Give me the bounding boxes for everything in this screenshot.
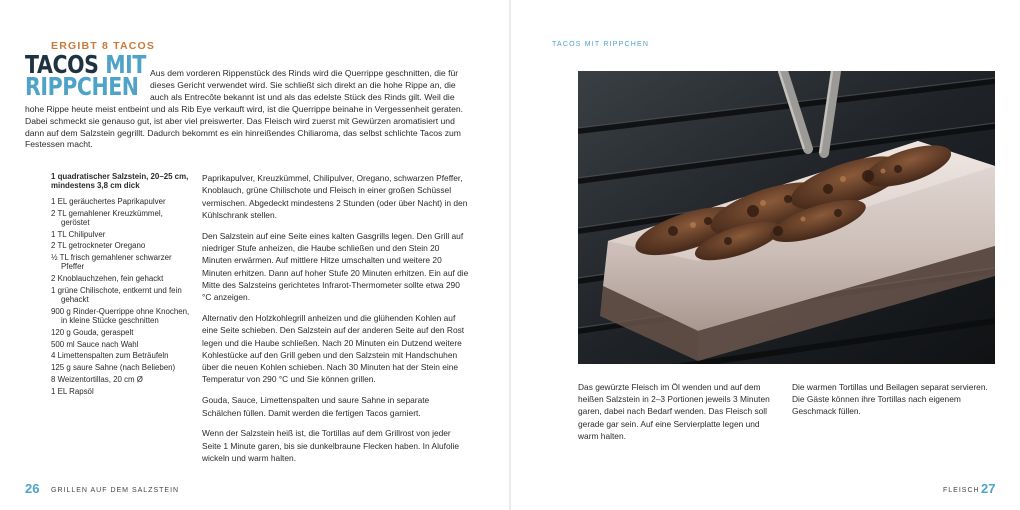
- running-foot-right: FLEISCH: [943, 487, 980, 494]
- ingredient-item: 4 Limettenspalten zum Beträufeln: [51, 351, 169, 361]
- ingredient-item: 900 g Rinder-Querrippe ohne Knochen, in kleine Stücke geschnitten: [51, 306, 190, 326]
- ingredient-item: 8 Weizentortillas, 20 cm Ø: [51, 374, 143, 384]
- method-step: Alternativ den Holzkohlegrill anheizen und die glühenden Kohlen auf eine Seite schieben. Den Salzstein auf der anderen Seite auf den Rost legen und die Haube schließen. Nach 20 Minuten ein Dutzend weitere Kohlestücke auf den Grill geben und den Salzstein mit Handschuhen über die neuen Kohlen schieben. Nach 30 Minuten hat der Stein eine Temperatur von 290 °C und Sie können grillen.: [202, 312, 465, 385]
- salt-block-photo: [578, 71, 995, 364]
- intro-text: Aus dem vorderen Rippenstück des Rinds wird die Querrippe geschnitten, die für dieses Gericht verwendet wird. Sie schließt sich direkt an die hohe Rippe an, die auch als Entrecôte bekannt ist und als das edelste Stück des Rinds gilt. Weil die hohe Rippe heute meist entbeint und als Rib Eye verkauft wird, ist die Querrippe beinahe in Vergessenheit geraten. Dabei schmeckt sie genauso gut, ist aber viel preiswerter. Das Fleisch wird zuerst mit Gewürzen aromatisiert und dann auf dem Salzstein gegrillt. Dadurch bekommt es ein hinreißendes Chiliaroma, das selbst schlichte Tacos zum Festessen macht.: [25, 68, 464, 150]
- method-steps: [202, 172, 470, 473]
- ingredient-list: [51, 172, 191, 398]
- page-number-right: 27: [981, 481, 996, 496]
- ingredient-item: 125 g saure Sahne (nach Belieben): [51, 363, 176, 373]
- ingredient-item: ½ TL frisch gemahlener schwarzer Pfeffer: [51, 253, 172, 272]
- page-gutter: [509, 0, 511, 510]
- method-step: Den Salzstein auf eine Seite eines kalten Gasgrills legen. Den Grill auf niedriger Stufe anheizen, die Haube schließen und den Stein 20 Minuten erwärmen. Auf mittlere Hitze umschalten und weitere 20 Minuten erhitzen. Dann auf hoher Stufe 20 Minuten erhitzen. Ein auf die Mitte des Salzsteins gerichtetes Infrarot-Thermometer sollte etwa 290 °C anzeigen.: [202, 230, 469, 303]
- title-word-rippchen: RIPPCHEN: [25, 72, 139, 101]
- running-head-right: TACOS MIT RIPPCHEN: [552, 41, 650, 48]
- page-number-left: 26: [25, 481, 40, 496]
- title-word-tacos: TACOS: [25, 50, 99, 79]
- ingredient-item: 2 TL getrockneter Oregano: [51, 241, 146, 251]
- ingredient-item: 1 TL Chilipulver: [51, 229, 106, 239]
- ingredient-item: 1 EL Rapsöl: [51, 386, 94, 396]
- ingredient-item: 1 grüne Chilischote, entkernt und fein gehackt: [51, 285, 182, 305]
- photo-caption-1: Das gewürzte Fleisch im Öl wenden und auf dem heißen Salzstein in 2–3 Portionen jeweils 3 Minuten garen, dabei nach Bedarf wenden. Das Fleisch soll gerade gar sein. Auf eine Servierplatte legen und warm halten.: [578, 382, 770, 441]
- ingredient-heading: 1 quadratischer Salzstein, 20–25 cm, mindestens 3,8 cm dick: [51, 172, 189, 191]
- title-word-mit: MIT: [105, 50, 146, 79]
- ingredient-item: 2 Knoblauchzehen, fein gehackt: [51, 274, 164, 284]
- photo-caption-2: Die warmen Tortillas und Beilagen separat servieren. Die Gäste können ihre Tortillas nach eigenem Geschmack füllen.: [792, 382, 988, 417]
- ingredient-item: 2 TL gemahlener Kreuzkümmel, geröstet: [51, 208, 163, 227]
- ingredient-item: 500 ml Sauce nach Wahl: [51, 339, 139, 349]
- method-step: Paprikapulver, Kreuzkümmel, Chilipulver, Oregano, schwarzen Pfeffer, Knoblauch, grüne Chilischote und Fleisch in einer großen Schüssel vermischen. Abgedeckt mindestens 2 Stunden (oder über Nacht) in den Kühlschrank stellen.: [202, 173, 468, 220]
- intro-paragraph: [25, 68, 467, 151]
- method-step: Wenn der Salzstein heiß ist, die Tortillas auf dem Grillrost von jeder Seite 1 Minute garen, bis sie dunkelbraune Flecken haben. In Alufolie wickeln und warm halten.: [202, 428, 459, 463]
- ingredient-item: 1 EL geräuchertes Paprikapulver: [51, 196, 166, 206]
- recipe-yield: ERGIBT 8 TACOS: [51, 40, 156, 52]
- grill-photo-illustration: [578, 71, 995, 364]
- ingredient-item: 120 g Gouda, geraspelt: [51, 328, 134, 338]
- method-step: Gouda, Sauce, Limettenspalten und saure Sahne in separate Schälchen füllen. Damit werden die fertigen Tacos garniert.: [202, 395, 430, 418]
- running-foot-left: GRILLEN AUF DEM SALZSTEIN: [51, 487, 180, 494]
